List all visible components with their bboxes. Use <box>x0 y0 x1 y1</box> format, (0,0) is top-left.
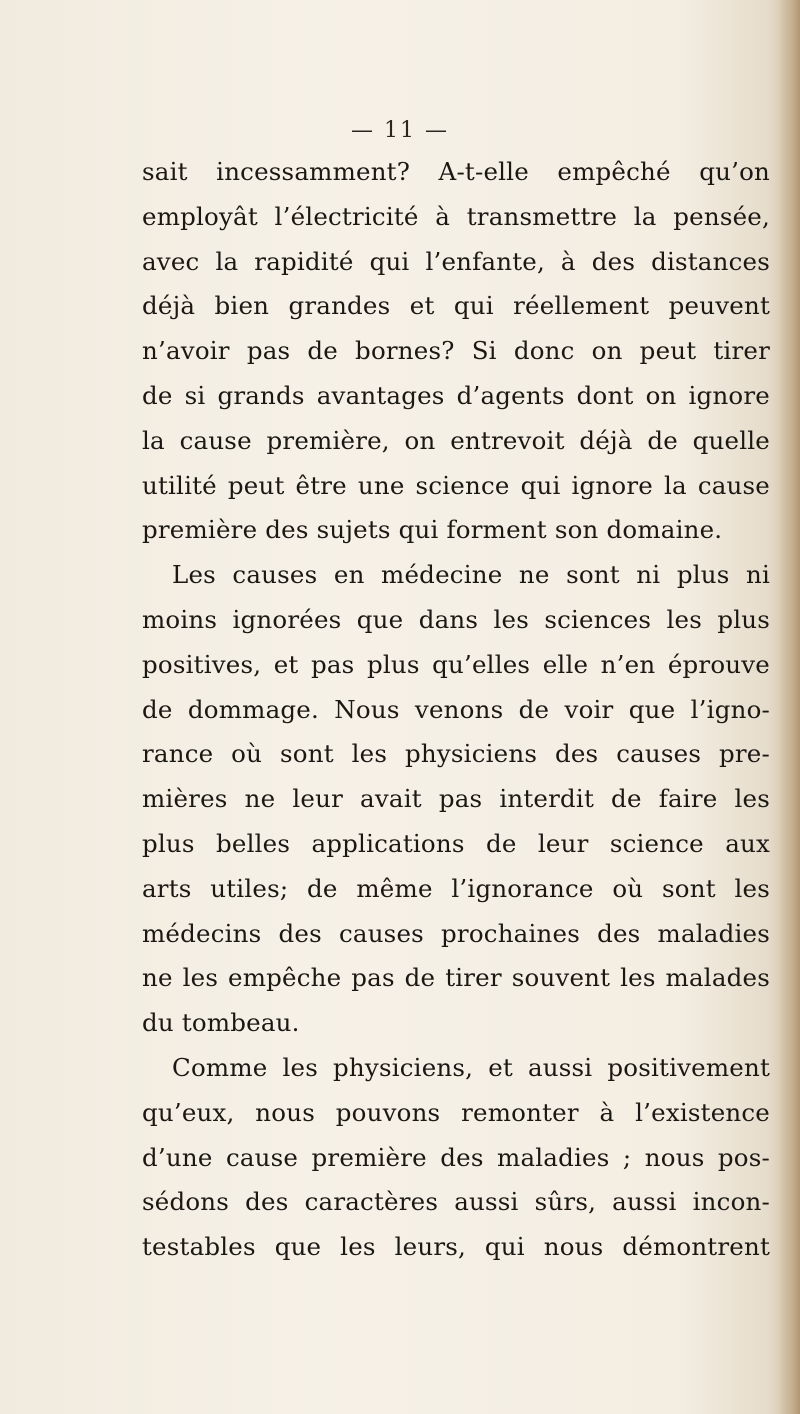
text-line: du tombeau. <box>142 1008 300 1038</box>
text-line: première des sujets qui forment son domaine. <box>142 515 723 545</box>
text-line: testables que les leurs, qui nous démontrent <box>142 1232 770 1262</box>
text-line: Comme les physiciens, et aussi positivement <box>172 1052 770 1082</box>
text-line: moins ignorées que dans les sciences les plus <box>142 604 770 634</box>
text-line: avec la rapidité qui l’enfante, à des distances <box>142 246 770 276</box>
text-line: positives, et pas plus qu’elles elle n’en éprouve <box>142 649 770 679</box>
text-line: plus belles applications de leur science aux <box>142 828 770 858</box>
text-line: arts utiles; de même l’ignorance où sont les <box>142 873 770 903</box>
page-number: — 11 — <box>351 118 449 143</box>
body-text <box>142 150 770 1270</box>
text-line: de dommage. Nous venons de voir que l’igno- <box>142 694 770 724</box>
text-line: utilité peut être une science qui ignore la cause <box>142 470 770 500</box>
text-line: Les causes en médecine ne sont ni plus ni <box>172 560 770 590</box>
text-line: médecins des causes prochaines des maladies <box>142 918 770 948</box>
text-line: n’avoir pas de bornes? Si donc on peut tirer <box>142 336 770 366</box>
text-line: la cause première, on entrevoit déjà de quelle <box>142 425 770 455</box>
text-line: déjà bien grandes et qui réellement peuvent <box>142 291 770 321</box>
text-line: de si grands avantages d’agents dont on ignore <box>142 380 770 410</box>
text-line: d’une cause première des maladies ; nous pos- <box>142 1142 770 1172</box>
text-line: rance où sont les physiciens des causes pre- <box>142 739 770 769</box>
text-line: employât l’électricité à transmettre la pensée, <box>142 201 770 231</box>
text-line: sédons des caractères aussi sûrs, aussi incon- <box>142 1187 770 1217</box>
text-line: sait incessamment? A-t-elle empêché qu’on <box>142 157 770 186</box>
page-edge-shadow <box>778 0 800 1414</box>
text-line: qu’eux, nous pouvons remonter à l’existence <box>142 1097 770 1127</box>
text-line: mières ne leur avait pas interdit de faire les <box>142 784 770 814</box>
text-line: ne les empêche pas de tirer souvent les malades <box>142 963 770 993</box>
